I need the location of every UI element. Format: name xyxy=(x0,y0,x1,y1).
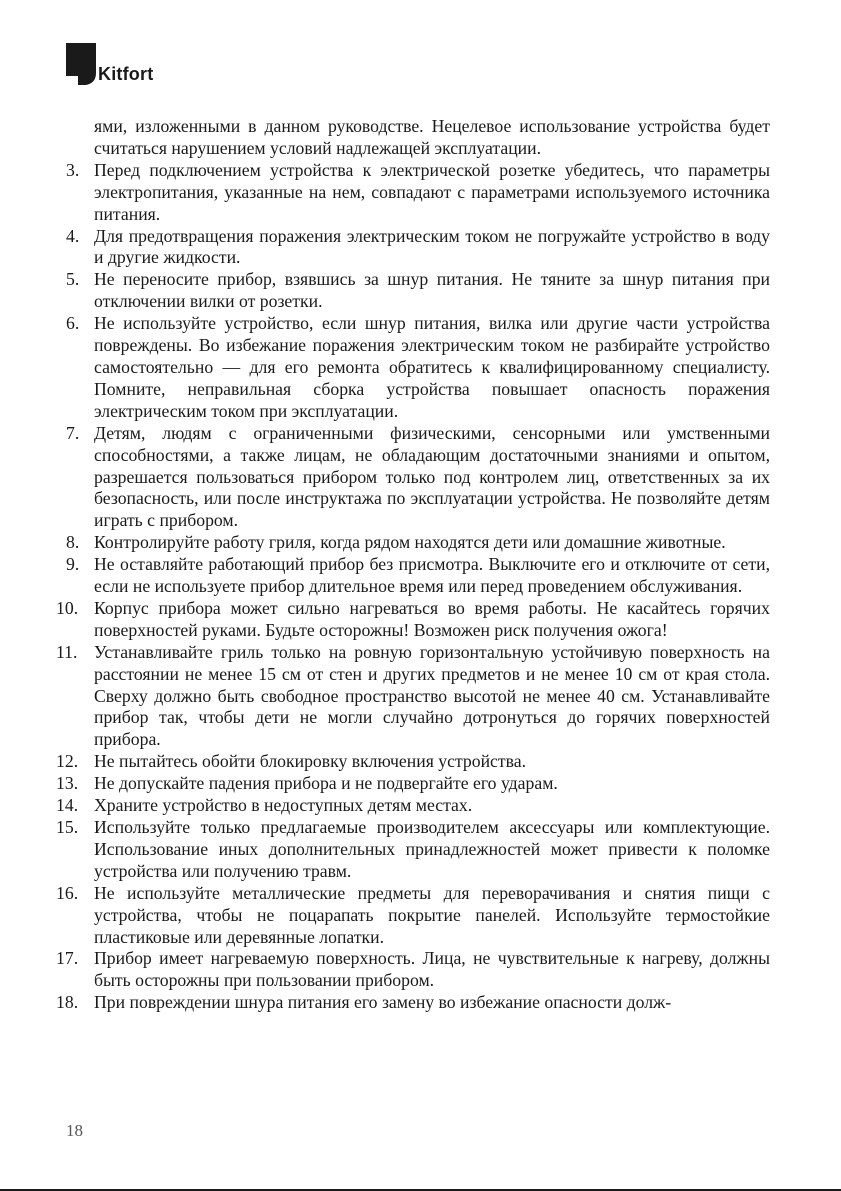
list-item-text: Не используйте устройство, если шнур питания, вилка или другие части устройства повреждены. Во избежание поражения электрическим током не разбирайте устройство самостоятельно — для его ремонта обратитесь к квалифицированному специалисту. Помните, неправильная сборка устройства повышает опасность поражения электрическим током при эксплуатации. xyxy=(94,313,770,421)
list-item-number: 15. xyxy=(56,817,79,837)
list-item-text: При повреждении шнура питания его замену во избежание опасности долж- xyxy=(94,992,672,1013)
list-item xyxy=(56,817,770,883)
list-item-number: 4. xyxy=(66,225,80,246)
list-item xyxy=(66,313,770,423)
list-item-number: 11. xyxy=(56,641,78,662)
list-item-number: 14. xyxy=(56,795,79,816)
list-item-number: 10. xyxy=(56,597,79,618)
list-item-text: Прибор имеет нагреваемую поверхность. Лица, не чувствительные к нагреву, должны быть осторожны при пользовании прибором. xyxy=(94,948,770,991)
list-item-text: Не оставляйте работающий прибор без присмотра. Выключите его и отключите от сети, если не используете прибор длительное время или перед проведением обслуживания. xyxy=(94,554,770,597)
safety-rules-list xyxy=(56,159,770,1014)
list-item-number: 16. xyxy=(56,882,79,903)
list-item xyxy=(56,641,770,752)
list-item-text: Корпус прибора может сильно нагреваться во время работы. Не касайтесь горячих поверхностей руками. Будьте осторожны! Возможен риск получения ожога! xyxy=(94,597,770,640)
list-item-number: 12. xyxy=(56,751,79,772)
list-item-text: Детям, людям с ограниченными физическими, сенсорными или умственными способностями, а также лицам, не обладающим достаточными знаниями и опытом, разрешается пользоваться прибором только под контролем лиц, ответственных за их безопасность, или после инструктажа по эксплуатации устройства. Не позволяйте детям играть с прибором. xyxy=(94,422,770,531)
kitfort-logo-icon xyxy=(66,43,96,85)
list-item xyxy=(56,795,770,817)
list-item-number: 5. xyxy=(66,269,80,290)
list-item-text: Не пытайтесь обойти блокировку включения устройства. xyxy=(94,751,527,772)
page-number: 18 xyxy=(66,1121,83,1140)
list-item xyxy=(66,423,770,533)
list-item xyxy=(66,226,770,270)
list-item-text: Храните устройство в недоступных детям местах. xyxy=(94,795,473,816)
list-item xyxy=(66,160,770,226)
list-item-number: 17. xyxy=(56,948,79,969)
list-item-text: Контролируйте работу гриля, когда рядом находятся дети или домашние животные. xyxy=(94,532,726,553)
brand-name: Kitfort xyxy=(98,64,154,84)
document-body xyxy=(56,116,770,1014)
list-item xyxy=(66,554,770,598)
list-item-number: 6. xyxy=(66,313,80,334)
list-item-number: 9. xyxy=(66,554,80,575)
list-item-number: 13. xyxy=(56,773,79,794)
list-item xyxy=(56,992,770,1014)
list-item-number: 8. xyxy=(66,532,80,553)
list-item xyxy=(56,751,770,773)
brand-logo xyxy=(66,43,153,85)
list-item xyxy=(66,269,770,313)
intro-paragraph: ями, изложенными в данном руководстве. Нецелевое использование устройства будет считаться нарушением условий надлежащей эксплуатации. xyxy=(94,116,770,158)
list-item-text: Не допускайте падения прибора и не подвергайте его ударам. xyxy=(94,773,558,794)
list-item-text: Не переносите прибор, взявшись за шнур питания. Не тяните за шнур питания при отключении вилки от розетки. xyxy=(94,269,770,312)
list-item-number: 18. xyxy=(56,992,79,1013)
list-item xyxy=(56,948,770,992)
list-item-text: Перед подключением устройства к электрической розетке убедитесь, что параметры электропитания, указанные на нем, совпадают с параметрами используемого источника питания. xyxy=(94,159,770,224)
list-item-text: Для предотвращения поражения электрическим током не погружайте устройство в воду и другие жидкости. xyxy=(94,225,770,268)
list-item xyxy=(66,532,770,554)
list-item-number: 7. xyxy=(66,422,80,443)
list-item-number: 3. xyxy=(66,159,80,180)
list-item-text: Устанавливайте гриль только на ровную горизонтальную устойчивую поверхность на расстоянии не менее 15 см от стен и других предметов и не менее 10 см от края стола. Сверху должно быть свободное пространство высотой не менее 40 см. Устанавливайте прибор так, чтобы дети не могли случайно дотронуться до горячих поверхностей прибора. xyxy=(94,641,770,750)
list-item-text: Не используйте металлические предметы для переворачивания и снятия пищи с устройства, чтобы не поцарапать покрытие панелей. Используйте термостойкие пластиковые или деревянные лопатки. xyxy=(94,882,770,947)
list-item-text: Используйте только предлагаемые производителем аксессуары или комплектующие. Использование иных дополнительных принадлежностей может привести к поломке устройства или получению травм. xyxy=(94,817,770,881)
list-item xyxy=(56,882,770,949)
list-item xyxy=(56,597,770,642)
list-item xyxy=(56,773,770,795)
